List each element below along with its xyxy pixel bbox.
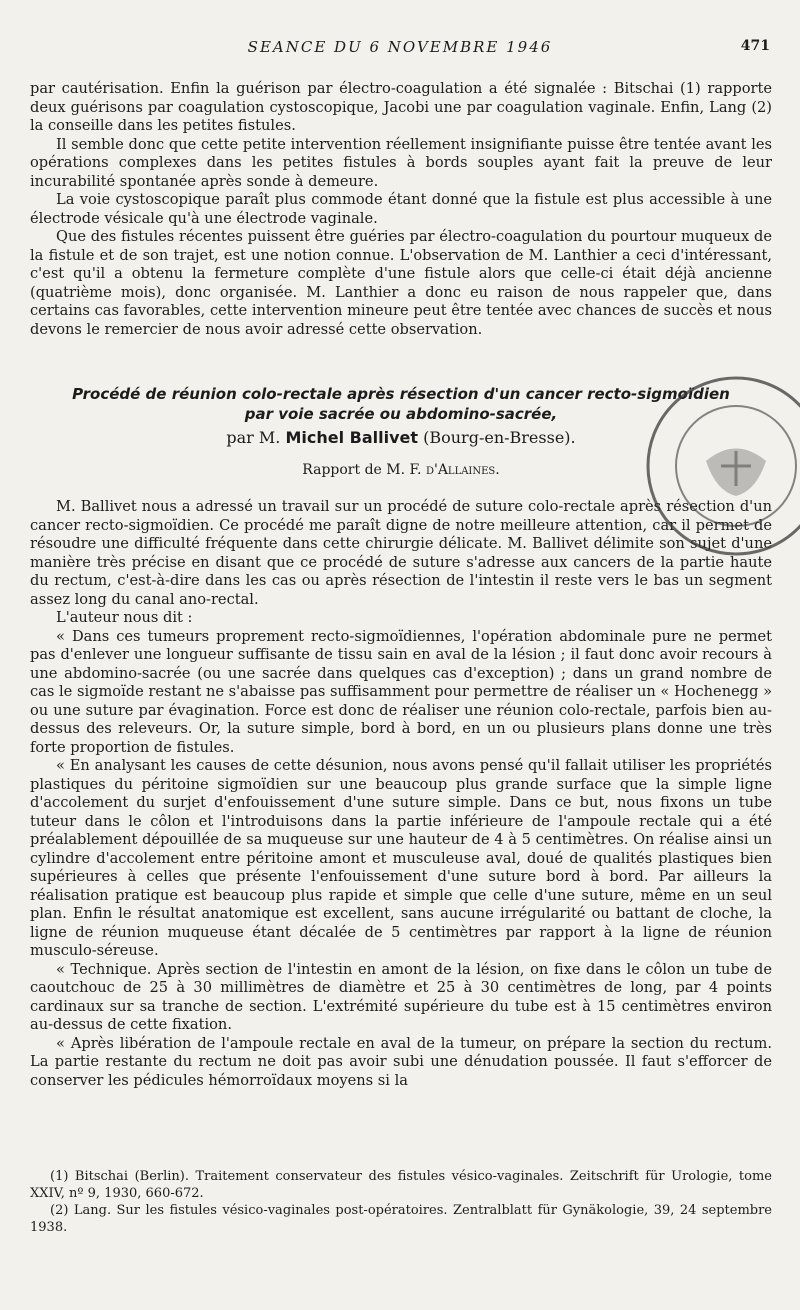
report-prefix: Rapport de M. F. — [302, 462, 422, 478]
body-paragraph: M. Ballivet nous a adressé un travail sur un procédé de suture colo-rectale après résection d'un cancer recto-sigmoïdien. Ce procédé me paraît digne de notre meilleure attention, car il permet de résoudre une difficulté fréquente dans cette chirurgie délicate. M. Ballivet délimite son sujet d'une manière très précise en disant que ce procédé de suture s'adresse aux cancers de la partie haute du rectum, c'est-à-dire dans les cas ou après résection de l'intestin il reste vers le bas un segment assez long du canal ano-rectal. — [30, 498, 772, 608]
page-number: 471 — [740, 38, 770, 54]
body-paragraph: L'auteur nous dit : — [56, 609, 193, 626]
article-title-line-1: Procédé de réunion colo-rectale après résection d'un cancer recto-sigmoïdien — [72, 385, 730, 403]
body-paragraph: « Après libération de l'ampoule rectale en aval de la tumeur, on prépare la section du rectum. La partie restante du rectum ne doit pas avoir subi une dénudation poussée. Il faut s'efforcer de conserver les pédicules hémorroïdaux moyens si la — [30, 1034, 772, 1089]
body-paragraph: « Dans ces tumeurs proprement recto-sigmoïdiennes, l'opération abdominale pure ne permet pas d'enlever une longueur suffisante de tissu sain en aval de la lésion ; il faut donc avoir recours à une abdomino-sacrée (ou une sacrée dans quelques cas d'exception) ; dans un grand nombre de cas le sigmoïde restant ne s'abaisse pas suffisamment pour permettre de réaliser un « Hochenegg » ou une suture par évagination. Force est donc de réaliser une réunion colo-rectale, parfois bien au-dessus des releveurs. Or, la suture simple, bord à bord, en un ou plusieurs plans donne une très forte proportion de fistules. — [30, 627, 772, 756]
intro-paragraph: Il semble donc que cette petite intervention réellement insignifiante puisse être tentée avant les opérations complexes dans les petites fistules à bords souples ayant fait la preuve de leur incurabilité spontanée après sonde à demeure. — [30, 135, 772, 190]
author-name: Michel Ballivet — [285, 428, 419, 447]
author-location: (Bourg-en-Bresse). — [423, 428, 576, 447]
running-header — [30, 38, 770, 58]
running-title: SEANCE DU 6 NOVEMBRE 1946 — [247, 38, 553, 56]
byline-prefix: par M. — [226, 428, 281, 447]
footnote-2: (2) Lang. Sur les fistules vésico-vaginales post-opératoires. Zentralblatt für Gynäkologie, 39, 24 septembre 1938. — [30, 1203, 772, 1235]
footnote-1: (1) Bitschai (Berlin). Traitement conservateur des fistules vésico-vaginales. Zeitschrift für Urologie, tome XXIV, nº 9, 1930, 660-672. — [30, 1169, 772, 1201]
intro-paragraph: Que des fistules récentes puissent être guéries par électro-coagulation du pourtour muqueux de la fistule et de son trajet, est une notion connue. L'observation de M. Lanthier a ceci d'intéressant, c'est qu'il a obtenu la fermeture complète d'une fistule alors que celle-ci était déjà ancienne (quatrième mois), donc organisée. M. Lanthier a donc eu raison de nous rappeler que, dans certains cas favorables, cette intervention mineure peut être tentée avec chances de succès et nous devons le remercier de nous avoir adressé cette observation. — [30, 228, 772, 338]
intro-section — [30, 80, 772, 339]
intro-paragraph: La voie cystoscopique paraît plus commode étant donné que la fistule est plus accessible à une électrode vésicale qu'à une électrode vaginale. — [30, 191, 772, 227]
reporter-name: d'Allaines. — [425, 462, 500, 478]
intro-paragraph: par cautérisation. Enfin la guérison par électro-coagulation a été signalée : Bitschai (1) rapporte deux guérisons par coagulation cystoscopique, Jacobi une par coagulation vaginale. Enfin, Lang (2) la conseille dans les petites fistules. — [30, 80, 772, 134]
body-paragraph: « Technique. Après section de l'intestin en amont de la lésion, on fixe dans le côlon un tube de caoutchouc de 25 à 30 millimètres de diamètre et 25 à 30 centimètres de long, par 4 points cardinaux sur sa tranche de section. L'extrémité supérieure du tube est à 15 centimètres environ au-dessus de cette fixation. — [30, 960, 772, 1033]
article-body — [30, 498, 772, 1090]
library-stamp — [636, 366, 800, 566]
article-title-line-2: par voie sacrée ou abdomino-sacrée, — [244, 405, 558, 423]
footnotes — [30, 1168, 772, 1236]
body-paragraph: « En analysant les causes de cette désunion, nous avons pensé qu'il fallait utiliser les propriétés plastiques du péritoine sigmoïdien sur une beaucoup plus grande surface que la simple ligne d'accolement du surjet d'enfouissement d'une suture simple. Dans ce but, nous fixons un tube tuteur dans le côlon et l'introduisons dans la partie inférieure de l'ampoule rectale qui a été préalablement dépouillée de sa muqueuse sur une hauteur de 4 à 5 centimètres. On réalise ainsi un cylindre d'accolement entre péritoine amont et musculeuse aval, doué de qualités plastiques bien supérieures à celles que présente l'enfouissement d'une suture bord à bord. Par ailleurs la réalisation pratique est beaucoup plus rapide et simple que celle d'une suture, même en un seul plan. Enfin le résultat anatomique est excellent, sans aucune irrégularité ou battant de cloche, la ligne de réunion muqueuse étant décalée de 5 centimètres par rapport à la ligne de réunion musculo-séreuse. — [30, 757, 772, 959]
